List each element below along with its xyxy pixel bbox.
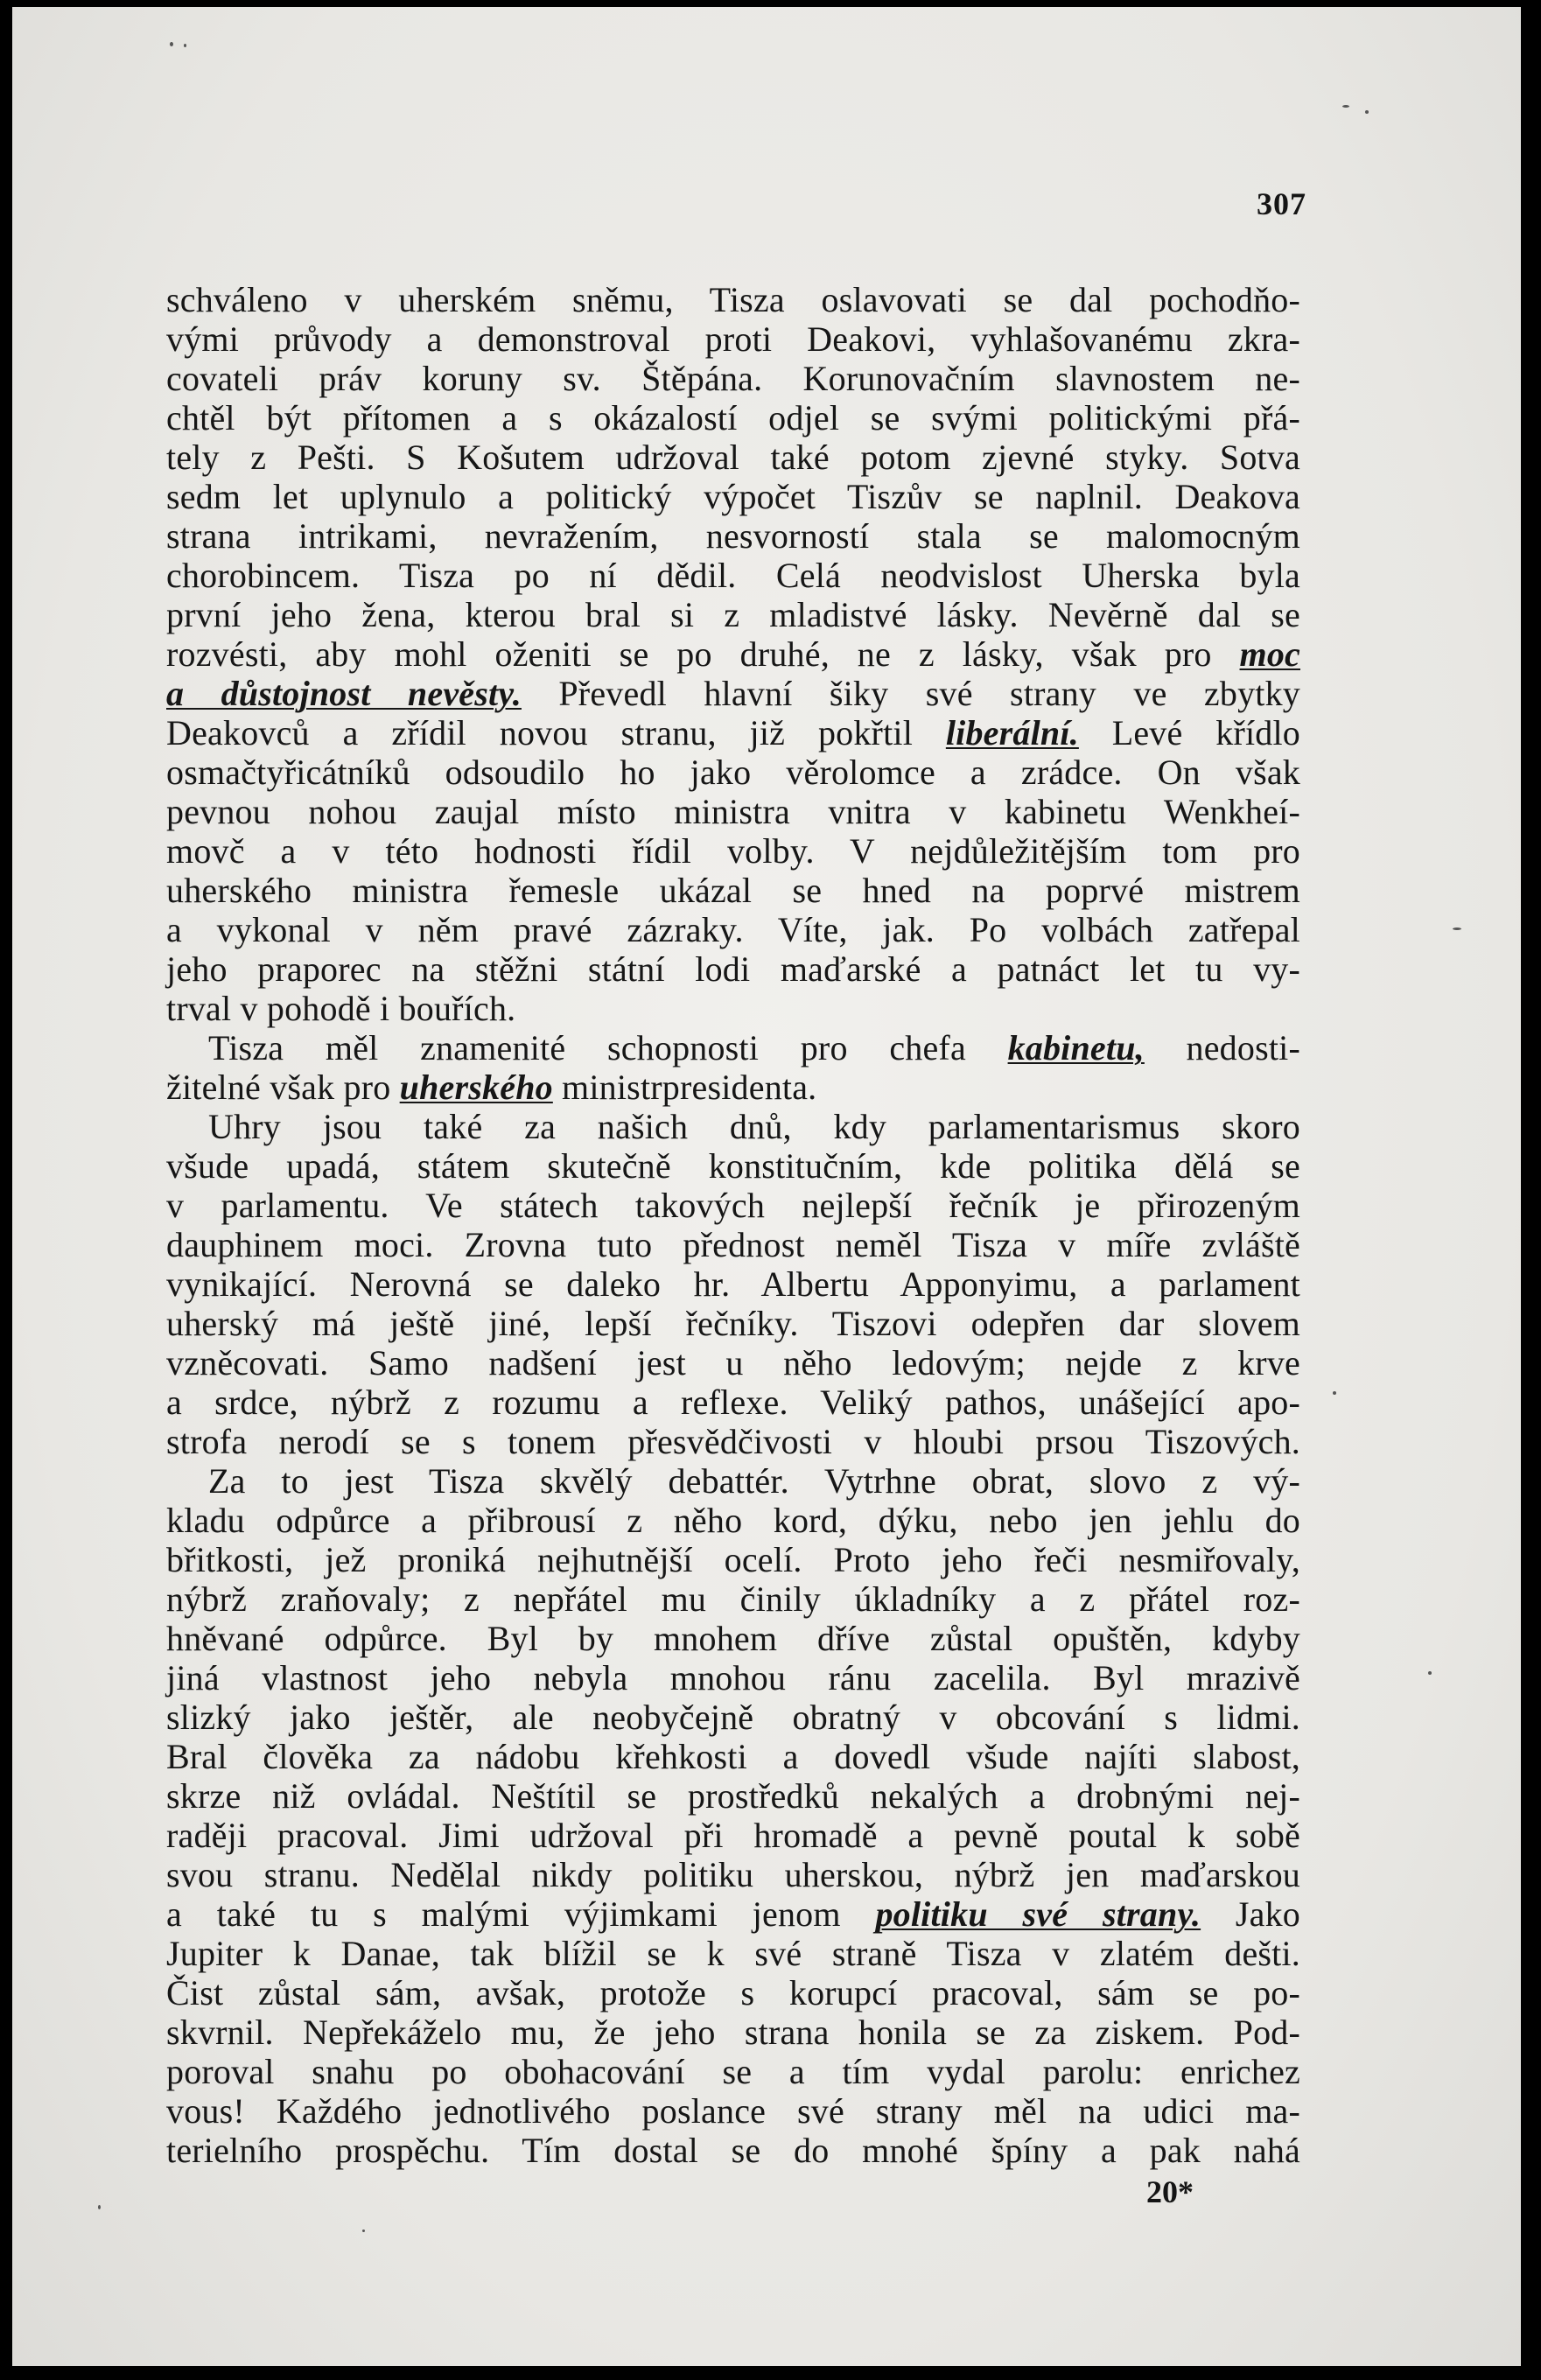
text-line xyxy=(166,438,1300,477)
text-line xyxy=(166,1382,1300,1422)
text-line xyxy=(166,1579,1300,1619)
text-line xyxy=(166,516,1300,556)
emphasized-text: liberální. xyxy=(945,713,1079,752)
text-line xyxy=(166,989,1300,1028)
text-segment: první jeho žena, kterou bral si z mladistvé lásky. Nevěrně dal se xyxy=(166,595,1300,634)
text-line xyxy=(166,556,1300,595)
text-segment: Převedl hlavní šiky své strany ve zbytky xyxy=(521,674,1300,713)
text-segment: osmačtyřicátníků odsoudilo ho jako věrolomce a zrádce. On však xyxy=(166,752,1300,792)
text-segment: strana intrikami, nevražením, nesvorností stala se malomocným xyxy=(166,516,1300,556)
text-line xyxy=(166,674,1300,713)
text-segment: schváleno v uherském sněmu, Tisza oslavovati se dal pochodňo- xyxy=(166,280,1300,319)
text-line xyxy=(166,949,1300,989)
text-segment: a srdce, nýbrž z rozumu a reflexe. Veliký pathos, unášející apo- xyxy=(166,1382,1300,1422)
paper-speck xyxy=(1428,1671,1432,1675)
text-line xyxy=(166,1698,1300,1737)
text-segment: vous! Každého jednotlivého poslance své strany měl na udici ma- xyxy=(166,2091,1300,2131)
text-line xyxy=(166,398,1300,438)
text-segment: a také tu s malými výjimkami jenom xyxy=(166,1894,876,1934)
text-segment: terielního prospěchu. Tím dostal se do mnohé špíny a pak nahá xyxy=(166,2131,1300,2170)
text-segment: covateli práv koruny sv. Štěpána. Korunovačním slavnostem ne- xyxy=(166,359,1300,398)
text-segment: žitelné však pro xyxy=(166,1068,400,1107)
text-segment: chtěl být přítomen a s okázalostí odjel se svými politickými přá- xyxy=(166,398,1300,438)
paper-speck xyxy=(170,42,173,46)
text-line xyxy=(166,477,1300,516)
text-line xyxy=(166,1343,1300,1382)
text-segment: raději pracoval. Jimi udržoval při hromadě a pevně poutal k sobě xyxy=(166,1816,1300,1855)
paper-speck xyxy=(1453,928,1461,930)
paper-speck xyxy=(1365,110,1369,114)
text-line xyxy=(166,1540,1300,1579)
text-segment: uherský má ještě jiné, lepší řečníky. Tiszovi odepřen dar slovem xyxy=(166,1304,1300,1343)
paper-speck xyxy=(1342,105,1349,108)
text-line xyxy=(166,1028,1300,1068)
text-segment: hněvané odpůrce. Byl by mnohem dříve zůstal opuštěn, kdyby xyxy=(166,1619,1300,1658)
emphasized-text: politiku své strany. xyxy=(875,1894,1201,1934)
emphasized-text: kabinetu, xyxy=(1007,1028,1145,1068)
text-segment: Tisza měl znamenité schopnosti pro chefa xyxy=(208,1028,1008,1068)
paper-speck xyxy=(362,2230,365,2232)
text-segment: jiná vlastnost jeho nebyla mnohou ránu zacelila. Byl mrazivě xyxy=(166,1658,1300,1698)
text-line xyxy=(166,2131,1300,2170)
text-segment: nýbrž zraňovaly; z nepřátel mu činily úkladníky a z přátel roz- xyxy=(166,1579,1300,1619)
text-segment: rozvésti, aby mohl oženiti se po druhé, ne z lásky, však pro xyxy=(166,634,1240,674)
text-line xyxy=(166,1776,1300,1816)
text-line xyxy=(166,1501,1300,1540)
text-line xyxy=(166,1973,1300,2012)
text-segment: pevnou nohou zaujal místo ministra vnitra v kabinetu Wenkheí- xyxy=(166,792,1300,831)
text-segment: břitkosti, jež proniká nejhutnější ocelí. Proto jeho řeči nesmiřovaly, xyxy=(166,1540,1300,1579)
text-line xyxy=(166,1225,1300,1264)
text-segment: Levé křídlo xyxy=(1078,713,1300,752)
text-line xyxy=(166,2012,1300,2052)
text-line xyxy=(166,1619,1300,1658)
text-segment: a vykonal v něm pravé zázraky. Víte, jak. Po volbách zatřepal xyxy=(166,910,1300,949)
text-segment: vzněcovati. Samo nadšení jest u něho ledovým; nejde z krve xyxy=(166,1343,1300,1382)
text-line xyxy=(166,1816,1300,1855)
text-line xyxy=(166,280,1300,319)
text-segment: Bral člověka za nádobu křehkosti a dovedl všude najíti slabost, xyxy=(166,1737,1300,1776)
text-line xyxy=(166,1264,1300,1304)
paper-speck xyxy=(1333,1391,1336,1395)
text-line xyxy=(166,1855,1300,1894)
text-segment: ministrpresidenta. xyxy=(552,1068,817,1107)
text-line xyxy=(166,1304,1300,1343)
text-line xyxy=(166,1422,1300,1461)
text-line xyxy=(166,319,1300,359)
text-line xyxy=(166,1737,1300,1776)
printer-signature-mark: 20* xyxy=(1146,2174,1194,2209)
text-segment: všude upadá, státem skutečně konstitučním, kde politika dělá se xyxy=(166,1146,1300,1186)
text-segment: poroval snahu po obohacování se a tím vydal parolu: enrichez xyxy=(166,2052,1300,2091)
text-line xyxy=(166,1068,1300,1107)
text-segment: sedm let uplynulo a politický výpočet Tiszův se naplnil. Deakova xyxy=(166,477,1300,516)
text-segment: Uhry jsou také za našich dnů, kdy parlamentarismus skoro xyxy=(208,1107,1300,1146)
text-segment: Jako xyxy=(1201,1894,1301,1934)
text-segment: trval v pohodě i bouřích. xyxy=(166,989,516,1028)
text-line xyxy=(166,1658,1300,1698)
text-segment: kladu odpůrce a přibrousí z něho kord, dýku, nebo jen jehlu do xyxy=(166,1501,1300,1540)
text-segment: chorobincem. Tisza po ní dědil. Celá neodvislost Uherska byla xyxy=(166,556,1300,595)
emphasized-text: uherského xyxy=(399,1068,553,1107)
body-text xyxy=(166,280,1300,2170)
text-line xyxy=(166,713,1300,752)
text-segment: Čist zůstal sám, avšak, protože s korupcí pracoval, sám se po- xyxy=(166,1973,1300,2012)
text-segment: tely z Pešti. S Košutem udržoval také potom zjevné styky. Sotva xyxy=(166,438,1300,477)
text-line xyxy=(166,2052,1300,2091)
text-line xyxy=(166,359,1300,398)
text-segment: Deakovců a zřídil novou stranu, již pokřtil xyxy=(166,713,946,752)
emphasized-text: moc xyxy=(1239,634,1300,674)
text-segment: Za to jest Tisza skvělý debattér. Vytrhne obrat, slovo z vý- xyxy=(208,1461,1300,1501)
text-line xyxy=(166,1461,1300,1501)
text-segment: movč a v této hodnosti řídil volby. V nejdůležitějším tom pro xyxy=(166,831,1300,871)
text-segment: jeho praporec na stěžni státní lodi maďarské a patnáct let tu vy- xyxy=(166,949,1300,989)
book-page xyxy=(12,7,1521,2366)
text-line xyxy=(166,1186,1300,1225)
text-segment: slizký jako ještěr, ale neobyčejně obratný v obcování s lidmi. xyxy=(166,1698,1300,1737)
text-line xyxy=(166,910,1300,949)
text-line xyxy=(166,831,1300,871)
paper-speck xyxy=(184,44,186,47)
paper-speck xyxy=(98,2205,101,2209)
text-line xyxy=(166,752,1300,792)
text-segment: skvrnil. Nepřekáželo mu, že jeho strana honila se za ziskem. Pod- xyxy=(166,2012,1300,2052)
text-line xyxy=(166,1934,1300,1973)
text-line xyxy=(166,1107,1300,1146)
text-line xyxy=(166,1146,1300,1186)
emphasized-text: a důstojnost nevěsty. xyxy=(166,674,522,713)
text-segment: nedosti- xyxy=(1144,1028,1300,1068)
text-segment: vými průvody a demonstroval proti Deakovi, vyhlašovanému zkra- xyxy=(166,319,1300,359)
text-segment: uherského ministra řemesle ukázal se hned na poprvé mistrem xyxy=(166,871,1300,910)
text-segment: vynikající. Nerovná se daleko hr. Albertu Apponyimu, a parlament xyxy=(166,1264,1300,1304)
text-line xyxy=(166,1894,1300,1934)
text-segment: skrze niž ovládal. Neštítil se prostředků nekalých a drobnými nej- xyxy=(166,1776,1300,1816)
text-segment: svou stranu. Nedělal nikdy politiku uherskou, nýbrž jen maďarskou xyxy=(166,1855,1300,1894)
text-line xyxy=(166,595,1300,634)
text-line xyxy=(166,634,1300,674)
text-segment: v parlamentu. Ve státech takových nejlepší řečník je přirozeným xyxy=(166,1186,1300,1225)
text-segment: Jupiter k Danae, tak blížil se k své straně Tisza v zlatém dešti. xyxy=(166,1934,1300,1973)
page-number: 307 xyxy=(1257,186,1306,221)
text-line xyxy=(166,871,1300,910)
text-segment: strofa nerodí se s tonem přesvědčivosti v hloubi prsou Tiszových. xyxy=(166,1422,1300,1461)
text-line xyxy=(166,2091,1300,2131)
text-segment: dauphinem moci. Zrovna tuto přednost neměl Tisza v míře zvláště xyxy=(166,1225,1300,1264)
text-line xyxy=(166,792,1300,831)
